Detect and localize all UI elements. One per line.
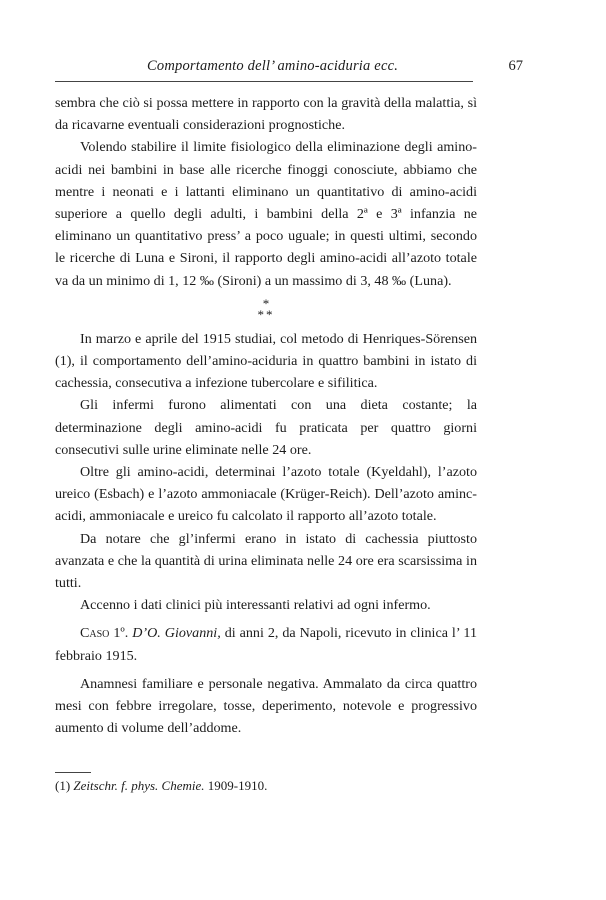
footnote-marker: (1) — [55, 778, 71, 793]
footnote — [55, 776, 267, 796]
asterism-bottom: ** — [257, 306, 275, 322]
page-number: 67 — [508, 58, 523, 74]
paragraph-5: Oltre gli amino-acidi, determinai l’azoto totale (Kyeldahl), l’azoto ureico (Esbach) e l’azoto ammoniacale (Krüger-Reich). Dell’azoto aminc-acidi, ammoniacale e ureico fu calcolato il rapporto all’azoto totale. — [55, 464, 477, 525]
case-heading — [55, 622, 477, 666]
case-label: Caso 1º. — [80, 625, 129, 642]
case-patient-name: D’O. Giovanni, — [132, 625, 221, 642]
body-text — [55, 92, 477, 739]
paragraph-1: sembra che ciò si possa mettere in rapporto con la gravità della malattia, sì da ricavarne eventuali considerazioni prognostiche. — [55, 95, 477, 134]
footnote-rule — [55, 772, 91, 773]
paragraph-4: Gli infermi furono alimentati con una dieta costante; la determinazione degli amino-acidi fu praticata per quattro giorni consecutivi sulle urine eliminate nelle 24 ore. — [55, 397, 477, 458]
asterism-top: * — [262, 295, 270, 311]
page-header — [55, 58, 535, 80]
case-details: di anni 2, da Napoli, ricevuto in clinica l’ 11 febbraio 1915. — [55, 625, 478, 664]
paragraph-2: Volendo stabilire il limite fisiologico della eliminazione degli amino-acidi nei bambini in base alle ricerche finoggi conosciute, abbiamo che mentre i neonati e i lattanti eliminano un quantitativo di amino-acidi superiore a quello degli adulti, i bambini della 2ª e 3ª infanzia ne eliminano un quantitativo press’ a poco uguale; in questi ultimi, secondo le ricerche di Luna e Sironi, il rapporto degli amino-acidi all’azoto totale va da un minimo di 1, 12 ‰ (Sironi) a un massimo di 3, 48 ‰ (Luna). — [55, 139, 477, 289]
paragraph-3: In marzo e aprile del 1915 studiai, col metodo di Henriques-Sörensen (1), il comportamento dell’amino-aciduria in quattro bambini in istato di cachessia, consecutiva a infezione tubercolare e sifilitica. — [55, 330, 477, 392]
asterism-divider — [55, 295, 477, 322]
footnote-years: 1909-1910. — [207, 778, 268, 793]
running-title: Comportamento dell’ amino-aciduria ecc. — [147, 58, 399, 74]
footnote-journal: Zeitschr. f. phys. Chemie. — [73, 778, 205, 793]
paragraph-6: Da notare che gl’infermi erano in istato di cachessia piuttosto avanzata e che la quantità di urina eliminata nelle 24 ore era scarsissima in tutti. — [55, 530, 477, 592]
paragraph-anamnesis: Anamnesi familiare e personale negativa. Ammalato da circa quattro mesi con febbre irregolare, tosse, deperimento, notevole e progressivo aumento di volume dell’addome. — [55, 675, 477, 737]
header-rule — [55, 81, 473, 82]
paragraph-7: Accenno i dati clinici più interessanti relativi ad ogni infermo. — [80, 597, 431, 614]
